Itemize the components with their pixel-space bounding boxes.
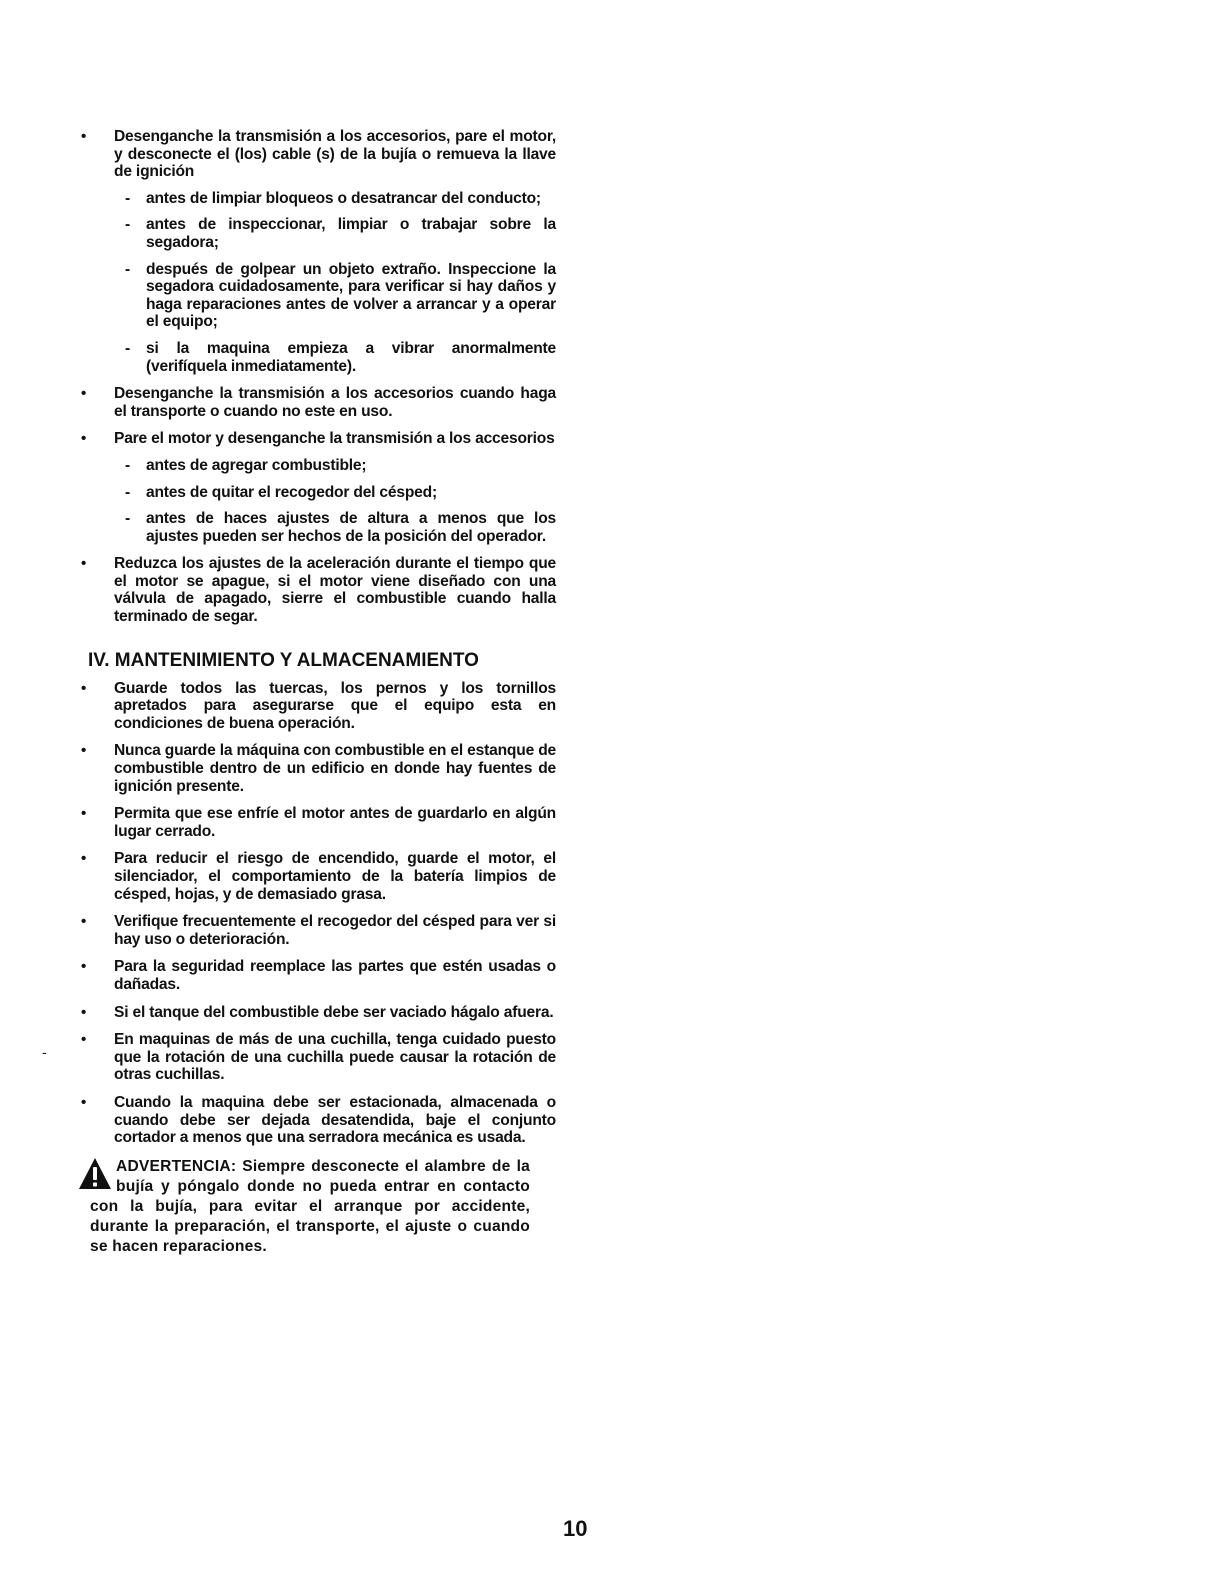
list-item [78, 430, 556, 545]
list-item: • Nunca guarde la máquina con combustible en el estanque de combustible dentro de un edificio en donde hay fuentes de ignición presente. [78, 742, 556, 795]
safety-list [78, 128, 556, 626]
warning-triangle-icon [78, 1157, 112, 1191]
sub-list-item: - antes de inspeccionar, limpiar o trabajar sobre la segadora; [114, 216, 556, 251]
sub-list-item: - después de golpear un objeto extraño. Inspeccione la segadora cuidadosamente, para verificar si hay daños y haga reparaciones antes de volver a arrancar y a operar el equipo; [114, 261, 556, 331]
list-item: • En maquinas de más de una cuchilla, tenga cuidado puesto que la rotación de una cuchilla puede causar la rotación de otras cuchillas. [78, 1031, 556, 1084]
list-item: • Verifique frecuentemente el recogedor del césped para ver si hay uso o deterioración. [78, 913, 556, 948]
sub-list-item: - antes de haces ajustes de altura a menos que los ajustes pueden ser hechos de la posición del operador. [114, 510, 556, 545]
margin-mark: - [42, 1044, 47, 1060]
warning-block [78, 1157, 530, 1257]
sub-list-item: - si la maquina empieza a vibrar anormalmente (verifíquela inmediatamente). [114, 340, 556, 375]
section-heading: IV. MANTENIMIENTO Y ALMACENAMIENTO [88, 649, 479, 671]
list-item [78, 555, 556, 625]
sub-list-item: - antes de limpiar bloqueos o desatrancar del conducto; [114, 190, 556, 208]
list-item-text: Desenganche la transmisión a los accesorios, pare el motor, y desconecte el (los) cable (s) de la bujía o remueva la llave de ignición [114, 128, 556, 181]
sub-list [114, 190, 556, 375]
list-item: • Si el tanque del combustible debe ser vaciado hágalo afuera. [78, 1004, 556, 1022]
list-item: • Permita que ese enfríe el motor antes de guardarlo en algún lugar cerrado. [78, 805, 556, 840]
list-item: • Para reducir el riesgo de encendido, guarde el motor, el silenciador, el comportamiento de la batería limpios de césped, hojas, y de demasiado grasa. [78, 850, 556, 903]
sub-list [114, 457, 556, 545]
page-number: 10 [563, 1516, 588, 1541]
list-item: • Cuando la maquina debe ser estacionada, almacenada o cuando debe ser dejada desatendida, baje el conjunto cortador a menos que una serradora mecánica es usada. [78, 1094, 556, 1147]
list-item [78, 385, 556, 420]
sub-list-item: - antes de quitar el recogedor del césped; [114, 484, 556, 502]
warning-text: ADVERTENCIA: Siempre desconecte el alambre de la bujía y póngalo donde no pueda entrar en contacto con la bujía, para evitar el arranque por accidente, durante la preparación, el transporte, el ajuste o cuando se hacen reparaciones. [90, 1157, 530, 1255]
maintenance-list [78, 680, 556, 1147]
sub-list-item: - antes de agregar combustible; [114, 457, 556, 475]
list-item: • Para la seguridad reemplace las partes que estén usadas o dañadas. [78, 958, 556, 993]
text-column [78, 128, 556, 1257]
list-item [78, 128, 556, 375]
list-item: • Guarde todos las tuercas, los pernos y los tornillos apretados para asegurarse que el equipo esta en condiciones de buena operación. [78, 680, 556, 733]
list-item-text: Reduzca los ajustes de la aceleración durante el tiempo que el motor se apague, si el motor viene diseñado con una válvula de apagado, sierre el combustible cuando halla terminado de segar. [114, 555, 556, 626]
list-item-text: Pare el motor y desenganche la transmisión a los accesorios [114, 430, 555, 448]
list-item-text: Desenganche la transmisión a los accesorios cuando haga el transporte o cuando no este en uso. [114, 385, 556, 420]
